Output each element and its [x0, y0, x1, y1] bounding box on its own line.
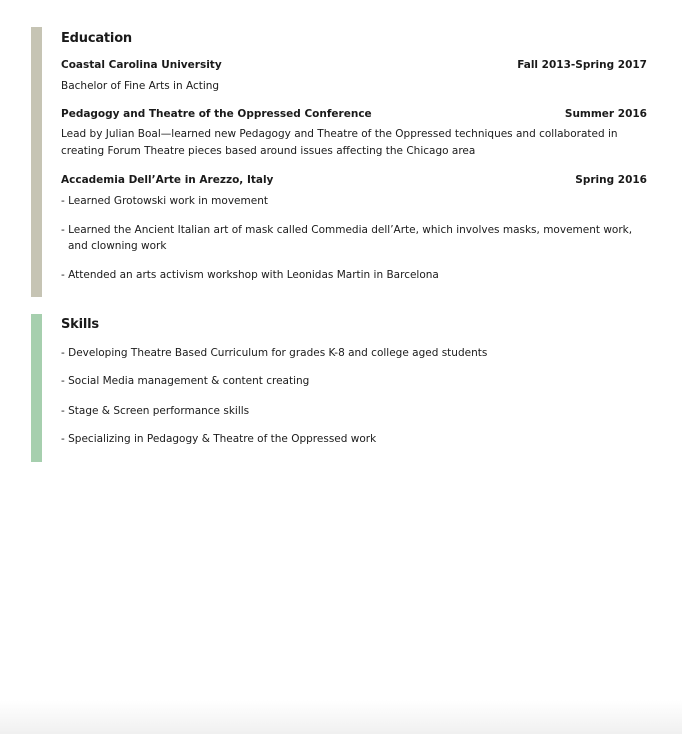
entry-description: Bachelor of Fine Arts in Acting: [61, 80, 220, 92]
education-entry-header: [61, 174, 647, 190]
education-entry-header: [61, 108, 647, 124]
skills-heading: Skills: [61, 317, 99, 332]
entry-bullet: - Learned Grotowski work in movement: [61, 195, 268, 207]
entry-bullet: - Learned the Ancient Italian art of mask called Commedia dell’Arte, which involves masks, movement work, and clowning work: [61, 224, 633, 252]
entry-date: Fall 2013-Spring 2017: [517, 59, 647, 71]
entry-description: Lead by Julian Boal—learned new Pedagogy and Theatre of the Oppressed techniques and collaborated in creating Forum Theatre pieces based around issues affecting the Chicago area: [61, 128, 618, 157]
entry-date: Spring 2016: [575, 174, 647, 186]
entry-bullet: - Attended an arts activism workshop with Leonidas Martin in Barcelona: [61, 269, 439, 281]
education-heading: Education: [61, 31, 132, 46]
education-section: [31, 27, 651, 297]
entry-organization: Pedagogy and Theatre of the Oppressed Conference: [61, 108, 372, 120]
education-accent-bar: [31, 27, 42, 297]
skills-section: [31, 314, 651, 462]
skill-item: - Social Media management & content creating: [61, 375, 310, 387]
skill-item: - Stage & Screen performance skills: [61, 405, 250, 417]
skill-item: - Specializing in Pedagogy & Theatre of the Oppressed work: [61, 433, 377, 445]
page-bottom-edge: [0, 700, 682, 734]
entry-organization: Coastal Carolina University: [61, 59, 222, 71]
skills-accent-bar: [31, 314, 42, 462]
entry-organization: Accademia Dell’Arte in Arezzo, Italy: [61, 174, 274, 186]
entry-date: Summer 2016: [564, 108, 647, 120]
education-entry-header: [61, 59, 647, 75]
skill-item: - Developing Theatre Based Curriculum for grades K-8 and college aged students: [61, 347, 488, 359]
